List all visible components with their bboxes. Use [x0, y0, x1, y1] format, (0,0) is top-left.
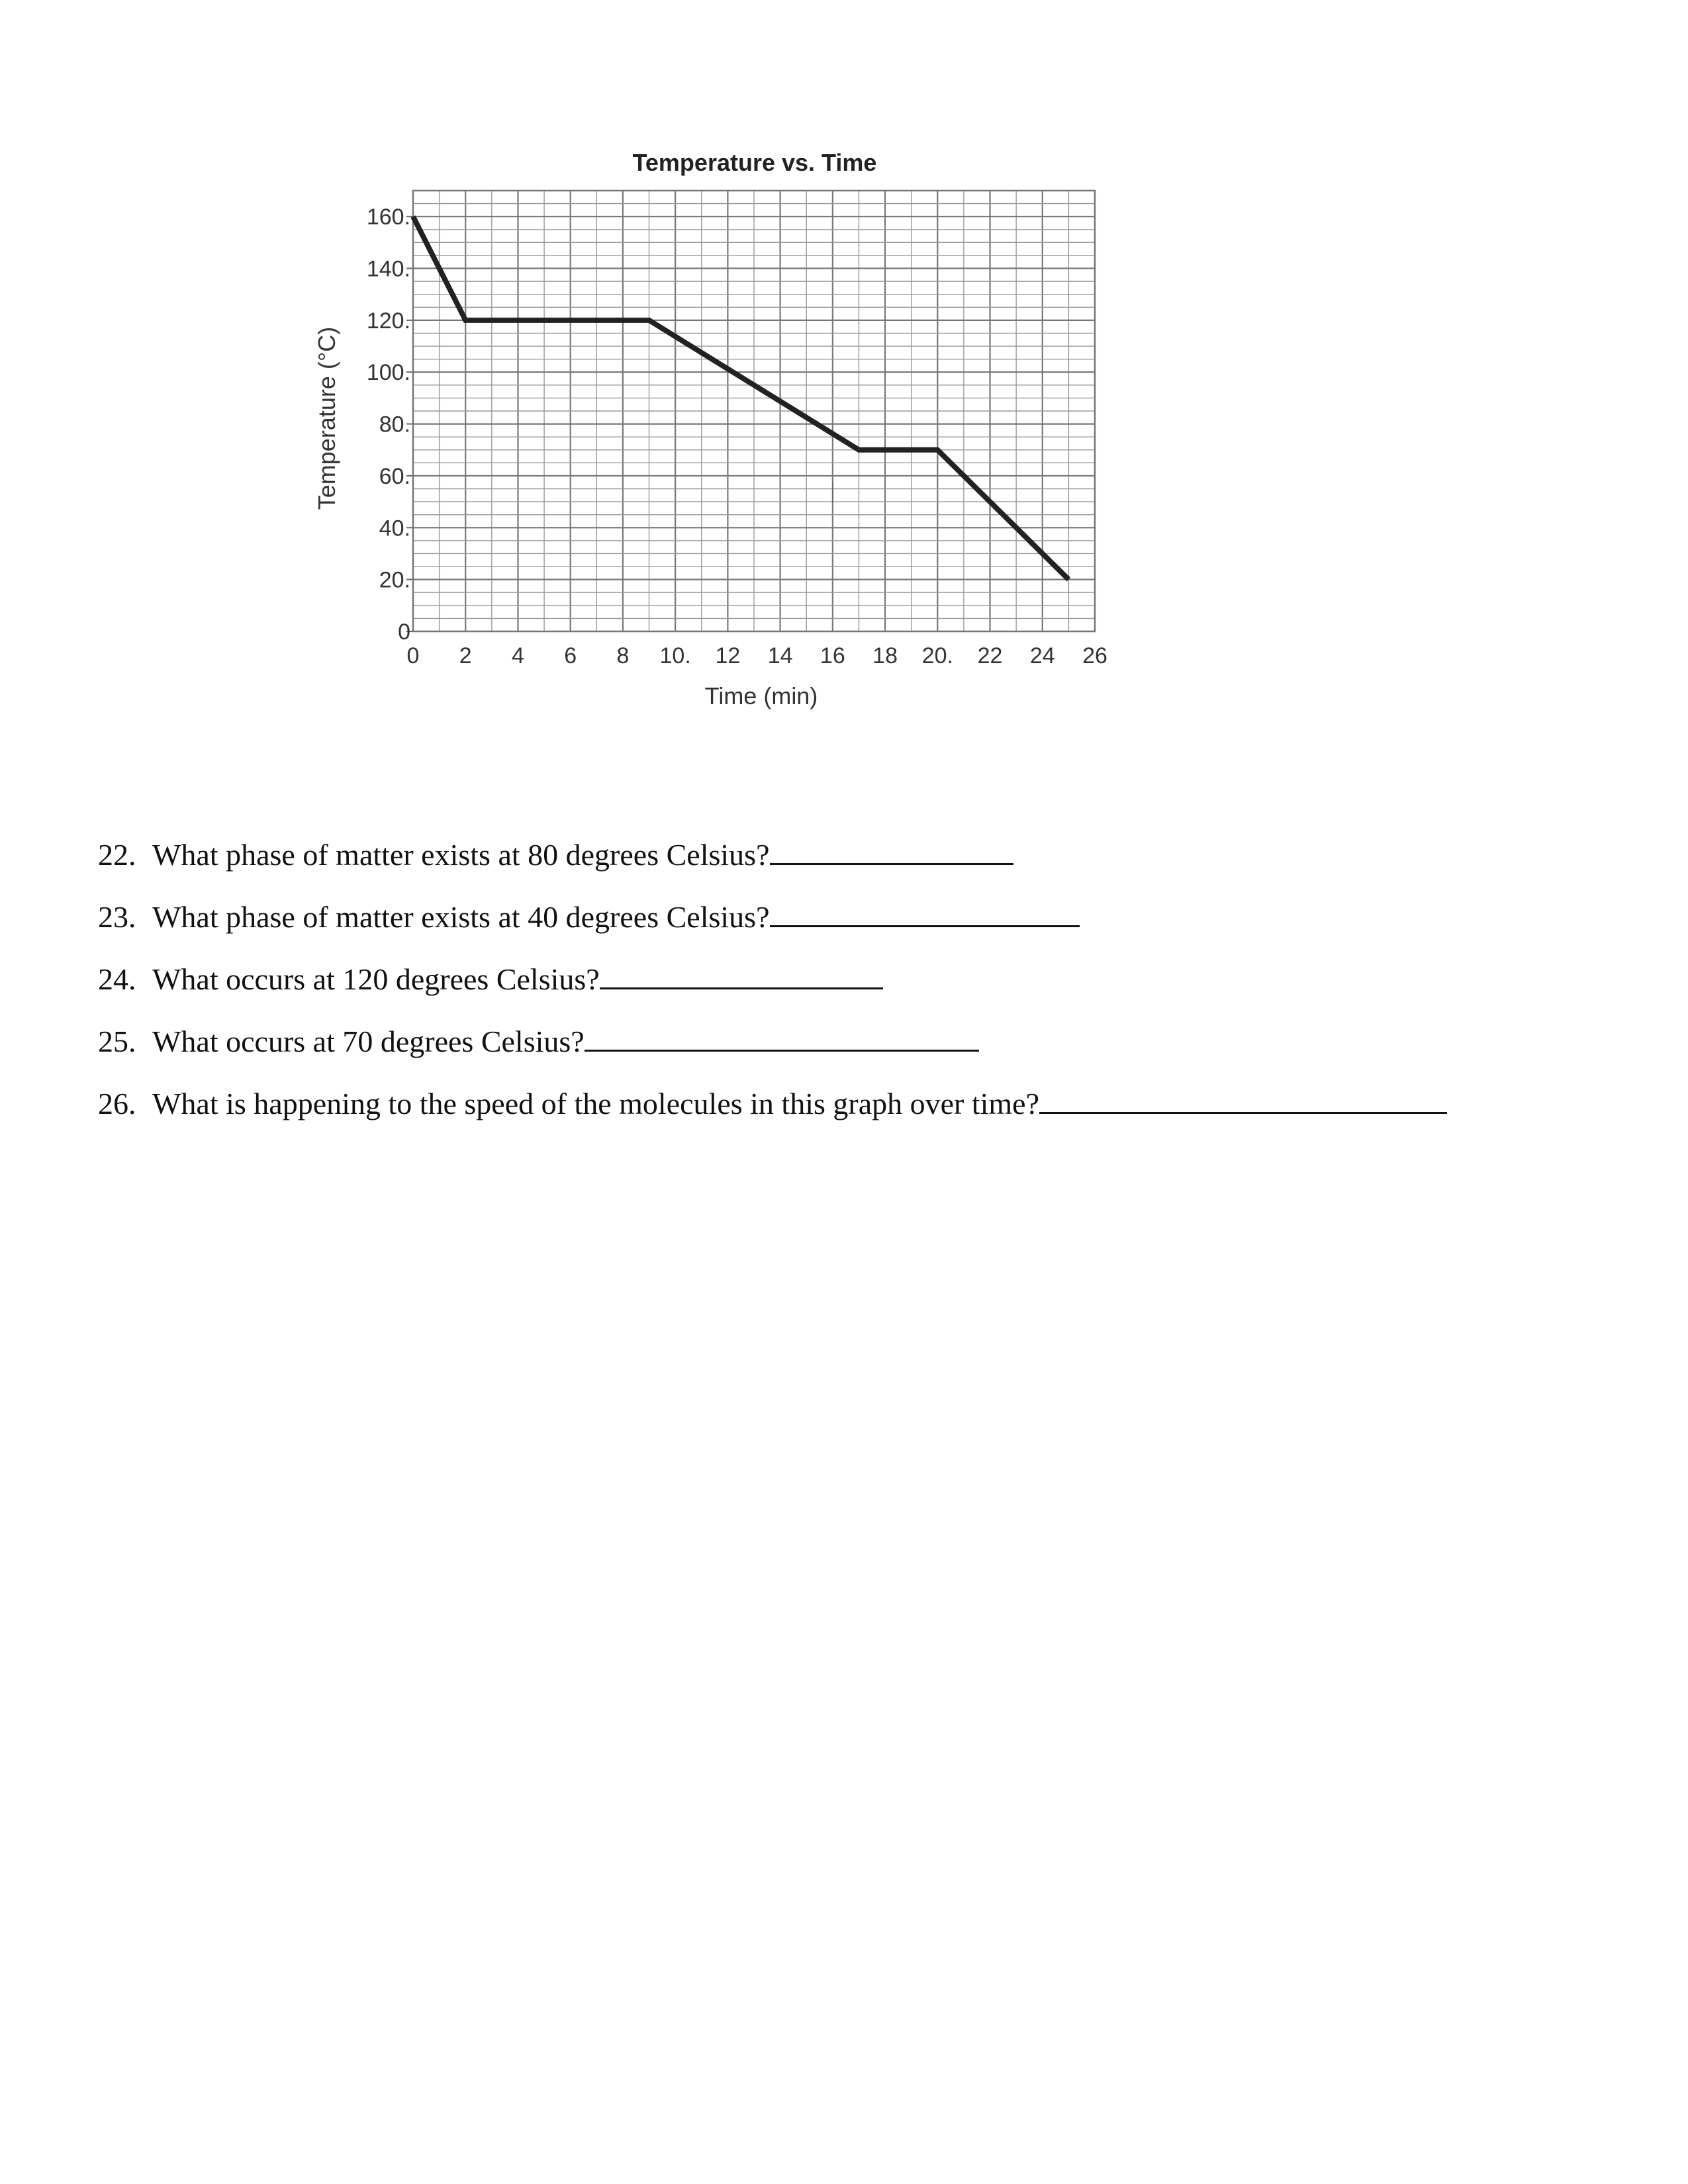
question-23: [98, 897, 1620, 960]
answer-blank[interactable]: [1039, 1084, 1447, 1114]
question-number: 23.: [98, 900, 136, 934]
chart-title: Temperature vs. Time: [632, 149, 877, 176]
question-number: 24.: [98, 962, 136, 996]
y-tick-label: 160.: [366, 205, 410, 230]
x-tick-label: 10.: [659, 643, 691, 668]
x-tick-label: 4: [512, 643, 524, 668]
x-tick-label: 12: [715, 643, 741, 668]
question-text: What phase of matter exists at 80 degrees Celsius?: [152, 838, 770, 872]
y-tick-label: 20.: [379, 567, 410, 593]
question-text: What is happening to the speed of the molecules in this graph over time?: [152, 1087, 1040, 1120]
y-tick-label: 80.: [379, 412, 410, 437]
x-tick-label: 6: [564, 643, 577, 668]
answer-blank[interactable]: [600, 960, 883, 989]
x-tick-label: 24: [1029, 643, 1055, 668]
temperature-time-chart: [0, 0, 1688, 761]
x-tick-label: 18: [872, 643, 898, 668]
y-tick-label: 100.: [366, 360, 410, 386]
question-26: [98, 1084, 1620, 1146]
x-tick-label: 14: [767, 643, 793, 668]
question-list: [98, 835, 1620, 1146]
question-number: 22.: [98, 838, 136, 872]
question-22: [98, 835, 1620, 897]
y-axis-ticks: [367, 205, 413, 645]
chart-grid: [413, 191, 1095, 631]
y-tick-label: 120.: [366, 308, 410, 334]
question-text: What occurs at 70 degrees Celsius?: [152, 1024, 585, 1058]
question-24: [98, 960, 1620, 1022]
x-axis-label: Time (min): [704, 682, 818, 709]
y-tick-label: 140.: [366, 256, 410, 282]
x-tick-label: 20.: [921, 643, 953, 668]
question-text: What occurs at 120 degrees Celsius?: [152, 962, 600, 996]
x-tick-label: 22: [977, 643, 1003, 668]
answer-blank[interactable]: [770, 897, 1080, 927]
y-tick-label: 40.: [379, 516, 410, 541]
x-axis-ticks: [407, 643, 1107, 668]
question-number: 25.: [98, 1024, 136, 1058]
answer-blank[interactable]: [585, 1022, 979, 1052]
question-text: What phase of matter exists at 40 degrees Celsius?: [152, 900, 770, 934]
answer-blank[interactable]: [770, 835, 1013, 865]
x-tick-label: 26: [1082, 643, 1107, 668]
y-axis-label: Temperature (°C): [313, 326, 340, 510]
question-25: [98, 1022, 1620, 1084]
x-tick-label: 0: [406, 643, 420, 668]
y-tick-label: 60.: [379, 463, 410, 489]
x-tick-label: 2: [459, 643, 472, 668]
question-number: 26.: [98, 1087, 136, 1120]
x-tick-label: 8: [616, 643, 630, 668]
x-tick-label: 16: [820, 643, 845, 668]
y-tick-label: 0: [398, 619, 410, 645]
